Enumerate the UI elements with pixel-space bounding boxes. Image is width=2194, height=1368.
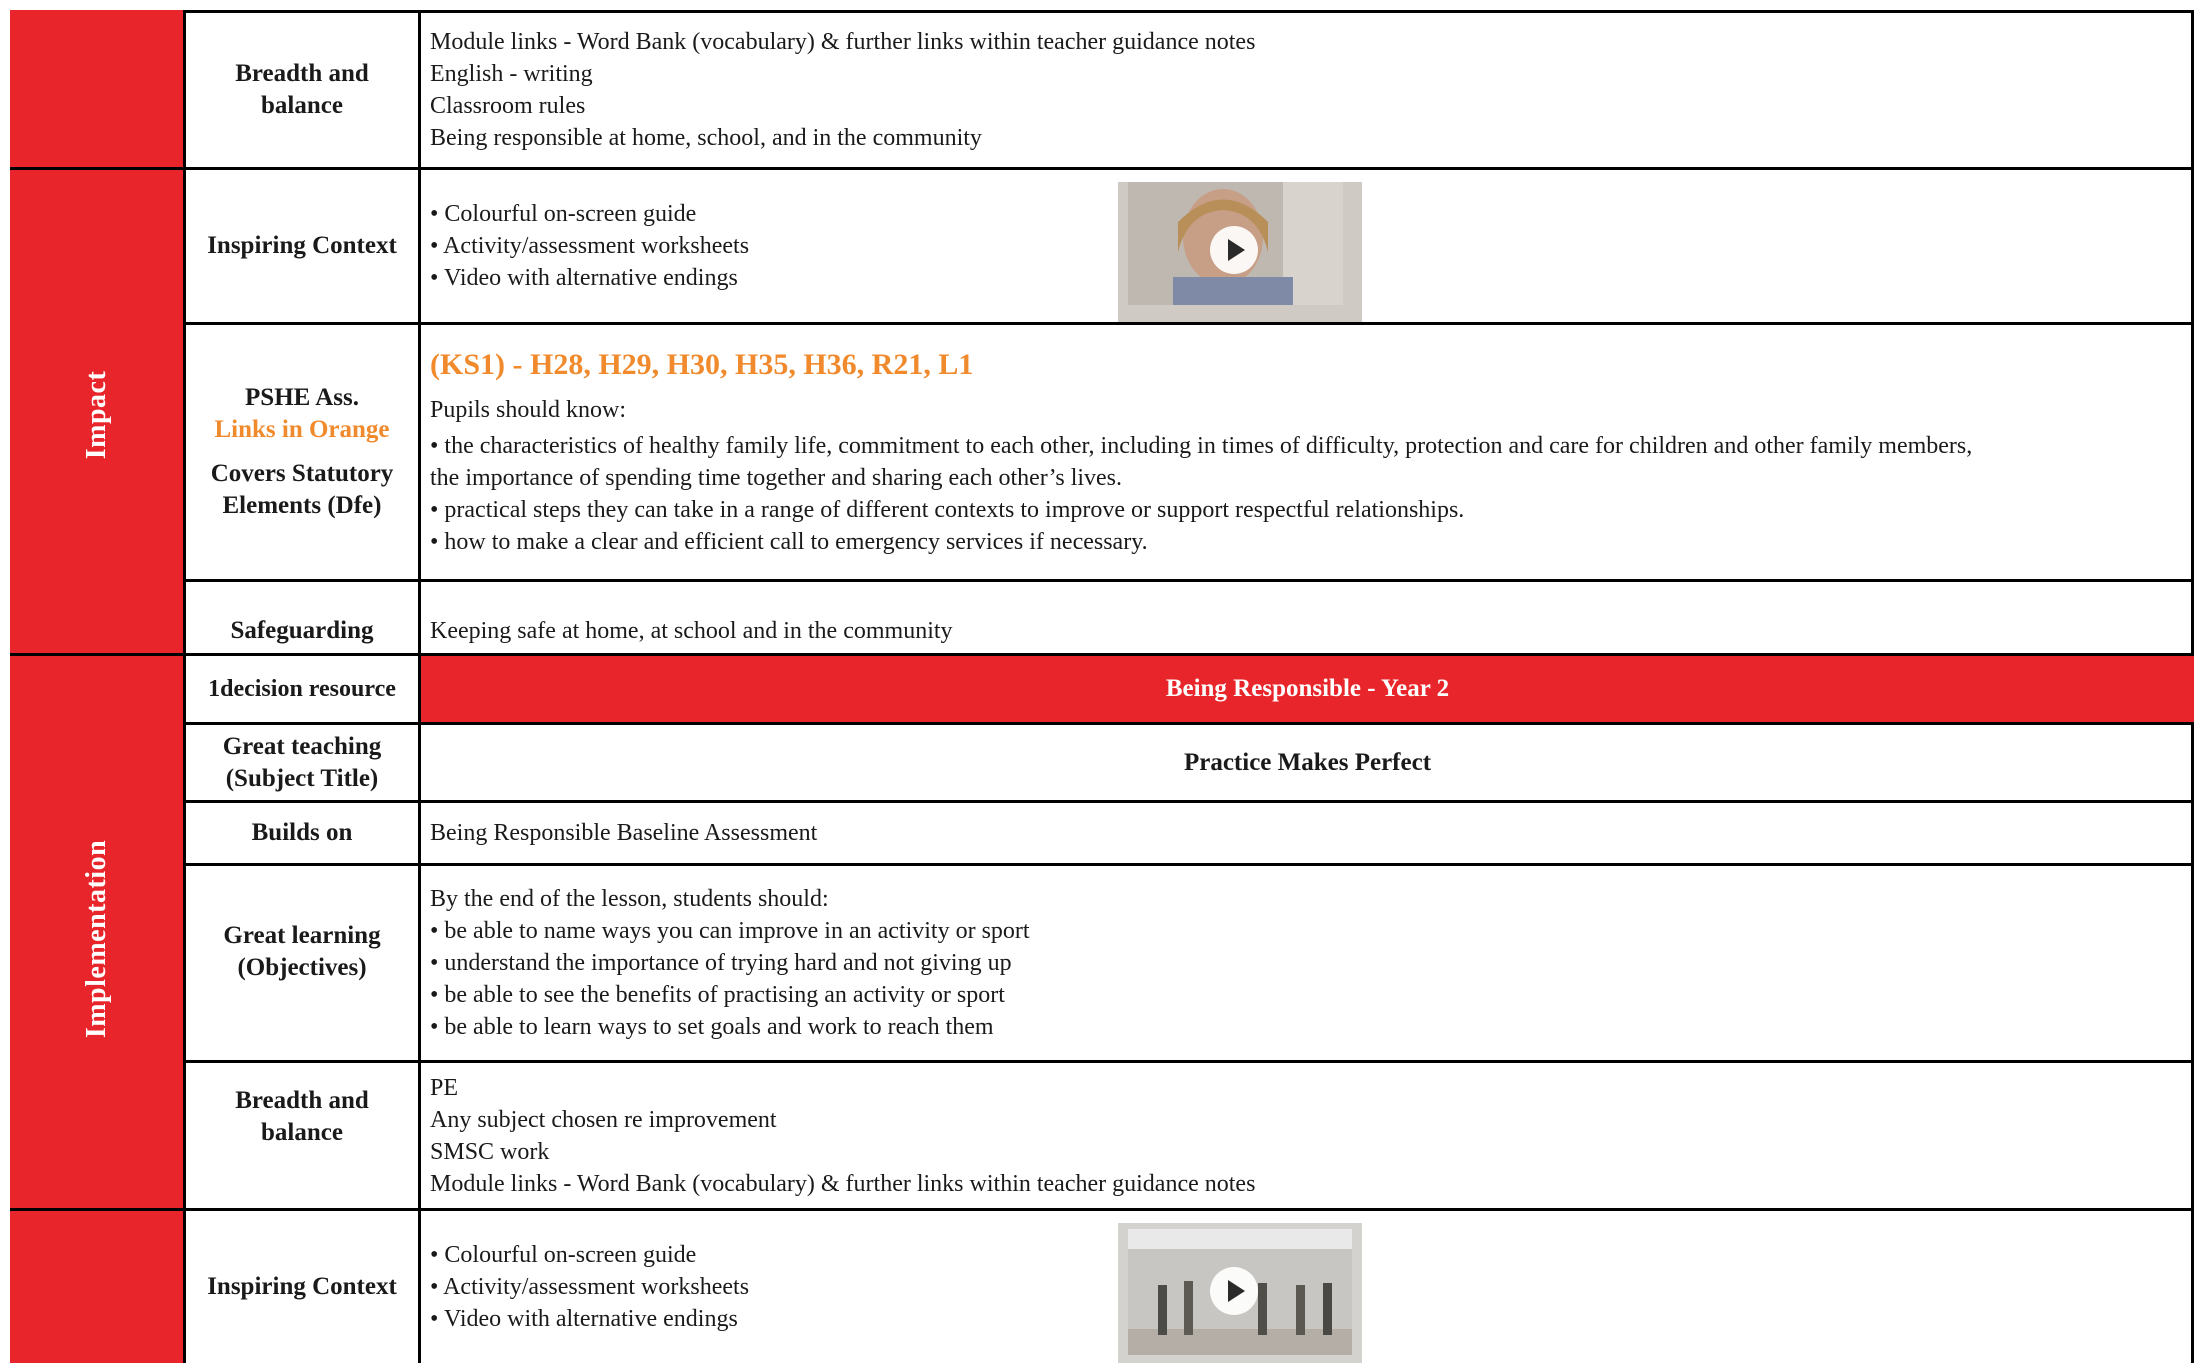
content-line: • be able to see the benefits of practising an activity or sport xyxy=(430,982,1005,1008)
content-line: • the characteristics of healthy family life, commitment to each other, including in times of difficulty, protection and care for children and other family members, xyxy=(430,433,1973,459)
subject-title: Practice Makes Perfect xyxy=(1183,748,1432,776)
label-line: Great learning xyxy=(223,922,381,949)
section-label-implementation: Implementation xyxy=(80,839,112,1039)
label-line: Elements (Dfe) xyxy=(222,492,382,519)
content-line: • understand the importance of trying hard and not giving up xyxy=(430,950,1012,976)
label-line: Breadth and xyxy=(235,1087,369,1114)
content-line: • be able to name ways you can improve in an activity or sport xyxy=(430,918,1030,944)
label-line: PSHE Ass. xyxy=(245,384,359,411)
side-band-impact xyxy=(10,167,186,663)
content-line: English - writing xyxy=(430,61,593,87)
row-content-builds-on xyxy=(430,803,2194,863)
content-line: • Video with alternative endings xyxy=(430,265,738,291)
label-line: Safeguarding xyxy=(230,617,374,644)
content-line: • Colourful on-screen guide xyxy=(430,201,697,227)
row-content-safeguarding xyxy=(430,582,2194,653)
label-line: 1decision resource xyxy=(208,676,396,702)
row-label-pshe xyxy=(186,325,418,579)
play-icon[interactable] xyxy=(1210,226,1258,274)
row-label-builds-on xyxy=(186,803,418,863)
content-line: Pupils should know: xyxy=(430,397,627,423)
label-line: Breadth and xyxy=(235,60,369,87)
content-line: Any subject chosen re improvement xyxy=(430,1106,777,1133)
content-line: SMSC work xyxy=(430,1138,550,1165)
label-line: Covers Statutory xyxy=(210,460,394,487)
content-line: the importance of spending time together and sharing each other’s lives. xyxy=(430,465,1123,491)
row-content-breadth-balance-2 xyxy=(430,1063,2194,1208)
row-label-inspiring-context-2 xyxy=(186,1211,418,1363)
label-line-orange: Links in Orange xyxy=(214,416,390,443)
row-label-breadth-balance xyxy=(186,13,418,167)
content-line: • how to make a clear and efficient call to emergency services if necessary. xyxy=(430,529,1148,555)
curriculum-table xyxy=(10,10,2194,1363)
content-line: PE xyxy=(430,1074,459,1101)
row-label-resource xyxy=(186,656,418,722)
row-content-inspiring-context xyxy=(430,170,749,322)
label-line: (Objectives) xyxy=(237,954,367,981)
label-line: Inspiring Context xyxy=(207,232,397,259)
content-line: Module links - Word Bank (vocabulary) & further links within teacher guidance notes xyxy=(430,1170,1256,1197)
content-line: • practical steps they can take in a range of different contexts to improve or support respectful relationships. xyxy=(430,497,1465,523)
label-line: Builds on xyxy=(251,819,353,846)
content-line: Module links - Word Bank (vocabulary) & further links within teacher guidance notes xyxy=(430,29,1256,55)
row-label-breadth-balance-2 xyxy=(186,1063,418,1208)
video-thumbnail-dance-studio[interactable] xyxy=(1118,1223,1362,1363)
content-line: • Colourful on-screen guide xyxy=(430,1242,697,1268)
row-content-pshe xyxy=(430,325,2194,579)
row-label-great-teaching xyxy=(186,725,418,800)
label-line: Great teaching xyxy=(222,732,382,760)
row-label-great-learning xyxy=(186,866,418,1060)
row-content-inspiring-context-2 xyxy=(430,1211,749,1363)
section-label-impact: Impact xyxy=(80,370,112,460)
content-line: Being Responsible Baseline Assessment xyxy=(430,820,818,846)
row-content-great-learning xyxy=(430,866,2194,1060)
content-line: • Video with alternative endings xyxy=(430,1306,738,1332)
side-band-top xyxy=(10,10,186,167)
row-label-safeguarding xyxy=(186,582,418,653)
content-line: • Activity/assessment worksheets xyxy=(430,233,750,259)
content-line: Being responsible at home, school, and in the community xyxy=(430,125,982,151)
side-band-bottom xyxy=(10,1215,186,1363)
label-line: Inspiring Context xyxy=(207,1273,397,1300)
content-line: • be able to learn ways to set goals and work to reach them xyxy=(430,1014,994,1040)
content-line: Classroom rules xyxy=(430,93,586,119)
row-content-breadth-balance xyxy=(430,13,2194,167)
label-line: balance xyxy=(261,1119,343,1146)
resource-title-band: Being Responsible - Year 2 xyxy=(421,656,2194,722)
label-line: (Subject Title) xyxy=(225,764,379,792)
side-band-implementation xyxy=(10,663,186,1215)
content-line: Keeping safe at home, at school and in the community xyxy=(430,618,953,644)
pshe-links: (KS1) - H28, H29, H30, H35, H36, R21, L1 xyxy=(430,348,974,381)
content-line: By the end of the lesson, students should: xyxy=(430,886,829,912)
content-line: • Activity/assessment worksheets xyxy=(430,1274,750,1300)
play-icon[interactable] xyxy=(1210,1267,1258,1315)
row-label-inspiring-context xyxy=(186,170,418,322)
video-thumbnail-girl[interactable] xyxy=(1118,182,1362,322)
label-line: balance xyxy=(261,92,343,119)
